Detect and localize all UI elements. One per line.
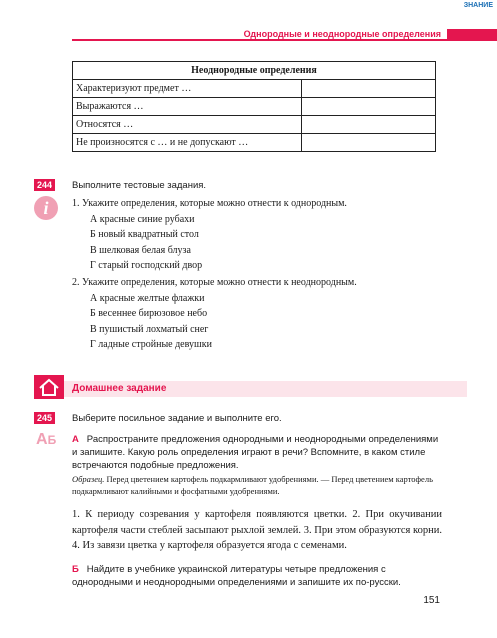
header-rule bbox=[72, 39, 497, 41]
homework-title: Домашнее задание bbox=[72, 383, 167, 394]
question-1: 1. Укажите определения, которые можно отнести к однородным. А красные синие рубахи Б новый квадратный стол В шелковая белая блуза Г старый господский двор bbox=[72, 196, 347, 274]
info-icon: i bbox=[34, 196, 58, 220]
task-number-245: 245 bbox=[34, 412, 55, 424]
task-a-text: А Распространите предложения однородными и неоднородными определениями и запишите. Какую роль определения играют в речи? Вспомните, в каком стиле встречаются подобные предложения. bbox=[72, 434, 439, 471]
table-heading: Неоднородные определения bbox=[73, 62, 436, 80]
task-instruction-245: Выберите посильное задание и выполните его. bbox=[72, 413, 282, 424]
list-item: А красные синие рубахи bbox=[90, 213, 195, 225]
list-item: Г ладные стройные девушки bbox=[90, 339, 212, 350]
publisher-logo: ЗНАНИЕ bbox=[463, 2, 493, 9]
task-b-text: Б Найдите в учебнике украинской литературы четыре предложения с однородными и неоднородными определениями и запишите их по-русски. bbox=[72, 564, 401, 588]
sentences-text: 1. К периоду созревания у картофеля появляются цветки. 2. При окучивании картофеля части стеблей засыпают рыхлой землей. 3. При этом образуются корни. 4. Из завязи цветка у картофеля образуется ягода с семенами. bbox=[72, 509, 442, 551]
home-icon bbox=[34, 375, 64, 399]
list-item: В шелковая белая блуза bbox=[90, 244, 191, 256]
table-row: Характеризуют предмет … bbox=[73, 80, 436, 98]
list-item: В пушистый лохматый снег bbox=[90, 323, 209, 335]
table-row: Выражаются … bbox=[73, 98, 436, 116]
task-number-244: 244 bbox=[34, 179, 55, 191]
table-row: Относятся … bbox=[73, 116, 436, 134]
list-item: Г старый господский двор bbox=[90, 260, 203, 271]
definitions-table bbox=[72, 61, 436, 152]
list-item: Б новый квадратный стол bbox=[90, 229, 199, 240]
task-instruction-244: Выполните тестовые задания. bbox=[72, 180, 207, 191]
list-item: А красные желтые флажки bbox=[90, 292, 205, 304]
page-number: 151 bbox=[423, 595, 440, 606]
table-row: Не произносятся с … и не допускают … bbox=[73, 134, 436, 152]
list-item: Б весеннее бирюзовое небо bbox=[90, 308, 208, 319]
page-header-title: Однородные и неоднородные определения bbox=[243, 29, 441, 39]
sample-text: Образец. Перед цветением картофель подкармливают удобрениями. — Перед цветением картофель подкармливают калийными и фосфатными удобрениями. bbox=[72, 474, 433, 496]
question-2: 2. Укажите определения, которые можно отнести к неоднородным. А красные желтые флажки Б весеннее бирюзовое небо В пушистый лохматый снег Г ладные стройные девушки bbox=[72, 275, 357, 353]
variant-ab-icon: AБ bbox=[36, 431, 57, 448]
